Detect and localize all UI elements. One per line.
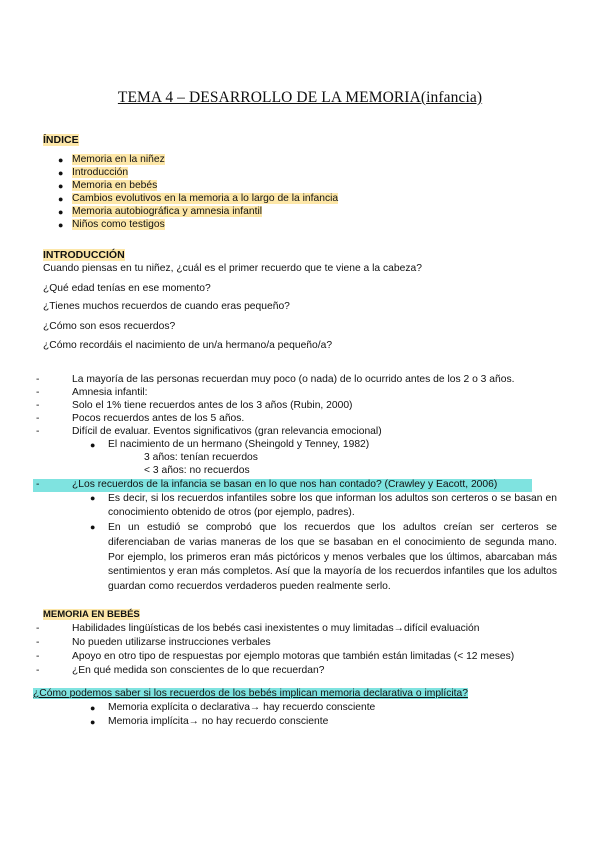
intro-question: Cuando piensas en tu niñez, ¿cuál es el primer recuerdo que te viene a la cabeza? xyxy=(43,263,422,274)
indice-item: Introducción xyxy=(72,167,129,178)
bullet-icon: ● xyxy=(58,168,64,178)
intro-subpoint: < 3 años: no recuerdos xyxy=(144,465,250,476)
bebes-point: Apoyo en otro tipo de respuestas por ejemplo motoras que también están limitadas (< 12 meses) xyxy=(72,651,515,662)
dash-marker: - xyxy=(36,623,40,634)
bebes-subpoint: Memoria implícita→ no hay recuerdo consciente xyxy=(108,716,329,727)
intro-question: ¿Cómo son esos recuerdos? xyxy=(43,321,176,332)
dash-marker: - xyxy=(36,479,40,490)
indice-heading: ÍNDICE xyxy=(43,134,79,146)
dash-marker: - xyxy=(36,637,40,648)
indice-item: Memoria en la niñez xyxy=(72,154,165,165)
dash-marker: - xyxy=(36,426,40,437)
indice-item: Cambios evolutivos en la memoria a lo largo de la infancia xyxy=(72,193,339,204)
bebes-subpoint: Memoria explícita o declarativa→ hay recuerdo consciente xyxy=(108,702,376,713)
indice-item: Memoria en bebés xyxy=(72,180,158,191)
intro-question-highlight: ¿Los recuerdos de la infancia se basan en lo que nos han contado? (Crawley y Eacott, 2006) xyxy=(72,479,498,490)
bullet-icon: ● xyxy=(58,220,64,230)
bullet-icon: ● xyxy=(58,181,64,191)
dash-marker: - xyxy=(36,387,40,398)
intro-question: ¿Qué edad tenías en ese momento? xyxy=(43,283,211,294)
bullet-icon: ● xyxy=(90,717,96,727)
bebes-question-highlight: ¿Cómo podemos saber si los recuerdos de los bebés implican memoria declarativa o implícita? xyxy=(33,688,468,699)
intro-point: Amnesia infantil: xyxy=(72,387,148,398)
bebes-point: ¿En qué medida son conscientes de lo que recuerdan? xyxy=(72,665,325,676)
dash-marker: - xyxy=(36,651,40,662)
dash-marker: - xyxy=(36,374,40,385)
bebes-point: No pueden utilizarse instrucciones verbales xyxy=(72,637,271,648)
indice-item: Memoria autobiográfica y amnesia infantil xyxy=(72,206,263,217)
dash-marker: - xyxy=(36,413,40,424)
intro-question: ¿Tienes muchos recuerdos de cuando eras pequeño? xyxy=(43,301,290,312)
intro-point: Solo el 1% tiene recuerdos antes de los 3 años (Rubin, 2000) xyxy=(72,400,353,411)
page-title: TEMA 4 – DESARROLLO DE LA MEMORIA(infancia) xyxy=(117,89,483,106)
intro-point: La mayoría de las personas recuerdan muy poco (o nada) de lo ocurrido antes de los 2 o 3 años. xyxy=(72,374,515,385)
bullet-icon: ● xyxy=(58,207,64,217)
bullet-icon: ● xyxy=(90,703,96,713)
bullet-icon: ● xyxy=(90,522,96,532)
bebes-point: Habilidades lingüísticas de los bebés casi inexistentes o muy limitadas→difícil evaluación xyxy=(72,623,480,634)
dash-marker: - xyxy=(36,400,40,411)
intro-point: Pocos recuerdos antes de los 5 años. xyxy=(72,413,245,424)
indice-item: Niños como testigos xyxy=(72,219,165,230)
intro-question: ¿Cómo recordáis el nacimiento de un/a hermano/a pequeño/a? xyxy=(43,340,333,351)
intro-paragraph: Es decir, si los recuerdos infantiles sobre los que informan los adultos son certeros o se basan en conocimiento obtenido de otros (por ejemplo, padres). xyxy=(108,493,557,518)
bullet-icon: ● xyxy=(90,440,96,450)
intro-paragraph: En un estudió se comprobó que los recuerdos que los adultos creían ser certeros se diferenciaban de varias maneras de los que se basaban en el conocimiento de segunda mano. Por ejemplo, los primeros eran más pictóricos y menos verbales que los últimos, abarcaban más sentimientos y eran más completos. Así que la mayoría de los recuerdos infantiles que los adultos guardan como recuerdos verdaderos pueden realmente serlo. xyxy=(108,522,557,593)
bullet-icon: ● xyxy=(58,194,64,204)
intro-subpoint: El nacimiento de un hermano (Sheingold y Tenney, 1982) xyxy=(108,439,370,450)
bebes-heading: MEMORIA EN BEBÉS xyxy=(43,609,140,620)
bullet-icon: ● xyxy=(90,493,96,503)
intro-point: Difícil de evaluar. Eventos significativos (gran relevancia emocional) xyxy=(72,426,382,437)
bullet-icon: ● xyxy=(58,155,64,165)
dash-marker: - xyxy=(36,665,40,676)
intro-subpoint: 3 años: tenían recuerdos xyxy=(144,452,258,463)
introduccion-heading: INTRODUCCIÓN xyxy=(43,249,125,261)
